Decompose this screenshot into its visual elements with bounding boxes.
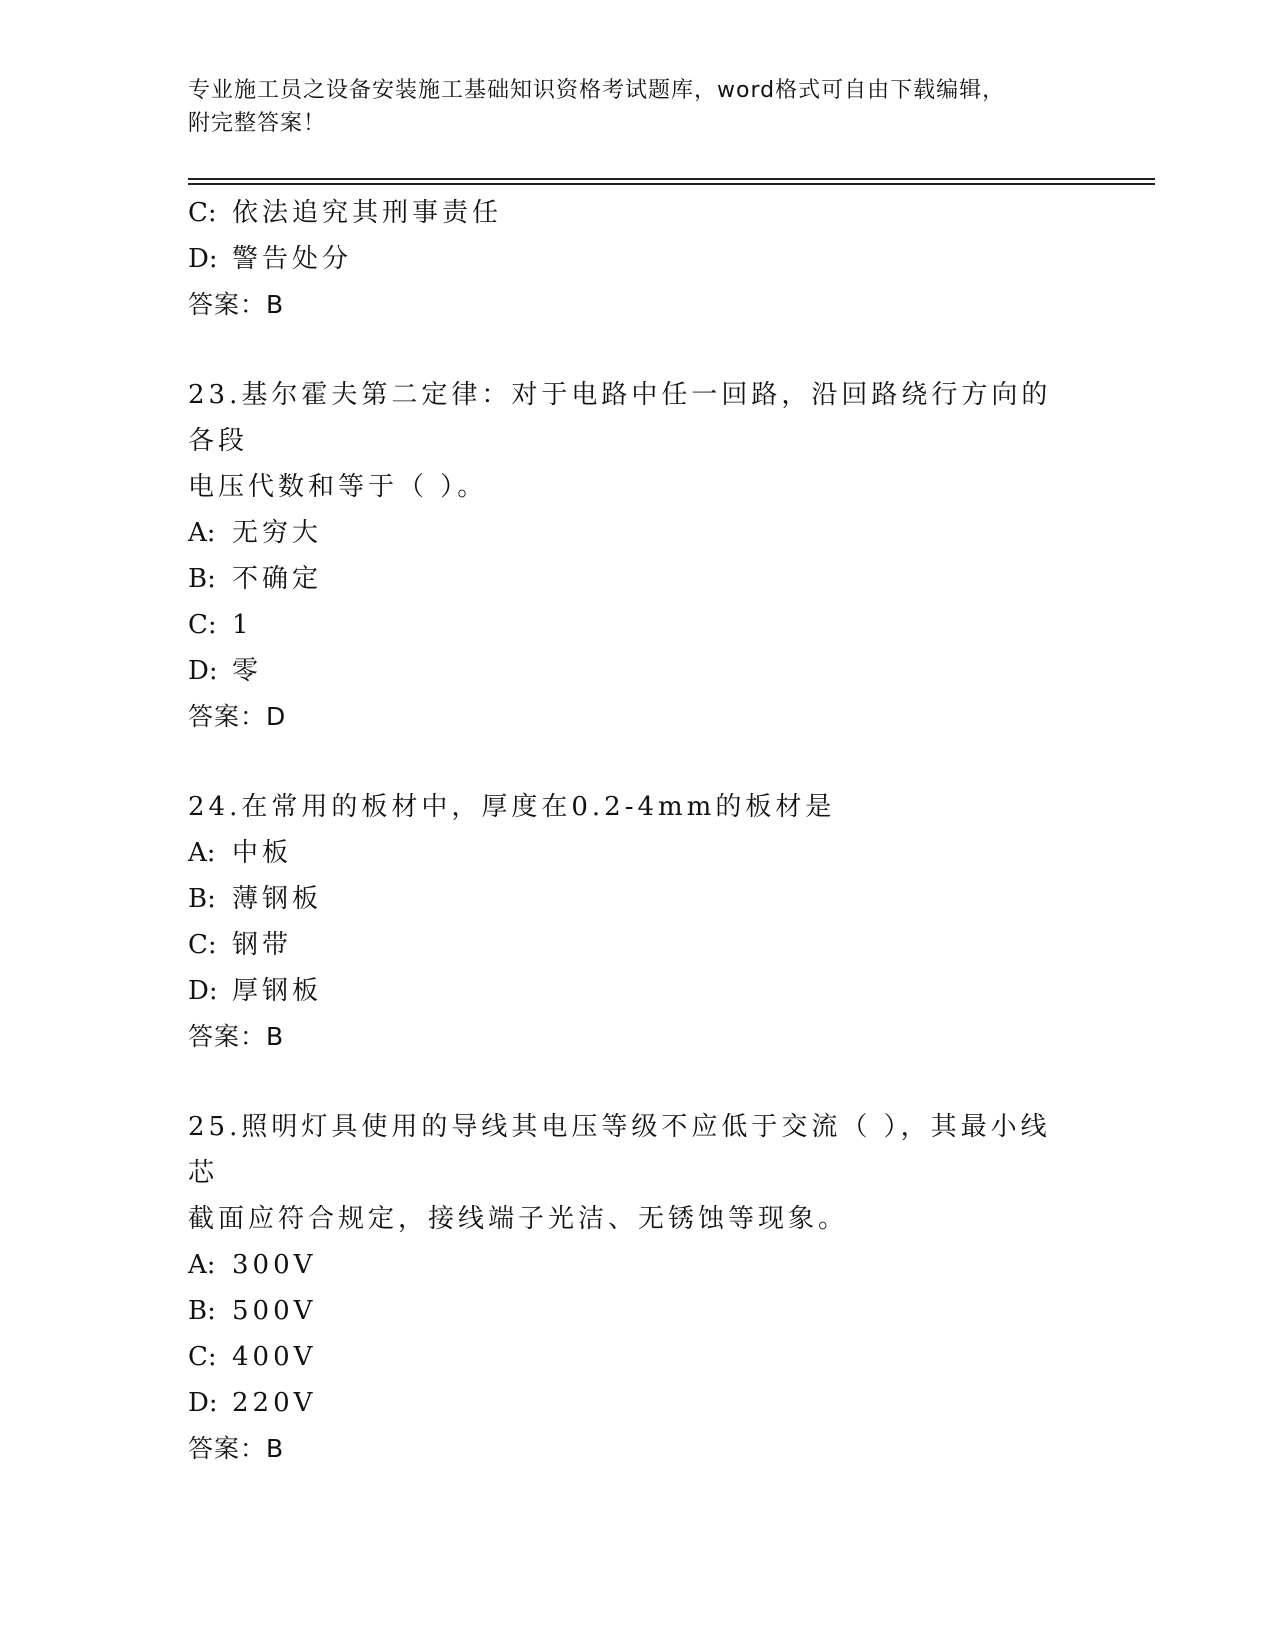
answer-value: D bbox=[266, 702, 287, 731]
option-b bbox=[188, 876, 1088, 922]
option-c bbox=[188, 1334, 1088, 1380]
option-label: B: bbox=[188, 884, 216, 914]
option-b bbox=[188, 556, 1088, 602]
option-text: 厚钢板 bbox=[232, 976, 323, 1006]
option-label: C: bbox=[188, 1342, 217, 1372]
question-stem bbox=[188, 784, 1068, 830]
option-c bbox=[188, 922, 1088, 968]
question-stem bbox=[188, 1104, 1068, 1242]
header-line-2: 附完整答案！ bbox=[188, 111, 327, 136]
option-label: C: bbox=[188, 930, 217, 960]
answer-value: B bbox=[266, 1022, 285, 1051]
option-d bbox=[188, 236, 1088, 282]
question-25 bbox=[188, 1104, 1088, 1472]
page-header bbox=[188, 74, 1068, 140]
answer-label: 答案： bbox=[188, 1022, 267, 1051]
question-24 bbox=[188, 784, 1088, 1060]
answer-value: B bbox=[266, 290, 285, 319]
option-d bbox=[188, 1380, 1088, 1426]
answer-label: 答案： bbox=[188, 290, 267, 319]
answer-line bbox=[188, 1014, 1088, 1060]
option-text: 无穷大 bbox=[232, 518, 323, 548]
option-label: B: bbox=[188, 564, 216, 594]
answer-line bbox=[188, 282, 1088, 328]
option-text: 400V bbox=[232, 1342, 317, 1372]
option-label: D: bbox=[188, 1388, 218, 1418]
answer-label: 答案： bbox=[188, 702, 267, 731]
option-a bbox=[188, 830, 1088, 876]
header-divider-top bbox=[188, 178, 1155, 180]
option-text: 警告处分 bbox=[232, 244, 353, 274]
option-text: 220V bbox=[232, 1388, 317, 1418]
option-text: 不确定 bbox=[232, 564, 323, 594]
option-text: 300V bbox=[232, 1250, 317, 1280]
answer-value: B bbox=[266, 1434, 285, 1463]
question-stem bbox=[188, 372, 1068, 510]
option-d bbox=[188, 968, 1088, 1014]
document-body bbox=[188, 190, 1088, 1472]
answer-line bbox=[188, 694, 1088, 740]
option-text: 依法追究其刑事责任 bbox=[232, 198, 503, 228]
option-c bbox=[188, 190, 1088, 236]
option-label: D: bbox=[188, 656, 218, 686]
option-text: 薄钢板 bbox=[232, 884, 323, 914]
header-divider-bottom bbox=[188, 183, 1155, 185]
question-stem-line-2: 截面应符合规定，接线端子光洁、无锈蚀等现象。 bbox=[188, 1204, 849, 1234]
option-label: C: bbox=[188, 610, 217, 640]
question-22-continued bbox=[188, 190, 1088, 328]
question-stem-line-2: 电压代数和等于（ ）。 bbox=[188, 472, 488, 502]
option-text: 500V bbox=[232, 1296, 317, 1326]
question-stem-line-1: 23.基尔霍夫第二定律：对于电路中任一回路，沿回路绕行方向的各段 bbox=[188, 380, 1052, 456]
option-label: A: bbox=[188, 1250, 216, 1280]
answer-label: 答案： bbox=[188, 1434, 267, 1463]
question-stem-line-1: 24.在常用的板材中，厚度在0.2-4mm的板材是 bbox=[188, 792, 836, 822]
option-label: B: bbox=[188, 1296, 216, 1326]
option-label: C: bbox=[188, 198, 217, 228]
option-text: 中板 bbox=[232, 838, 293, 868]
option-a bbox=[188, 510, 1088, 556]
option-d bbox=[188, 648, 1088, 694]
option-text: 1 bbox=[232, 610, 253, 640]
option-label: D: bbox=[188, 976, 218, 1006]
option-label: A: bbox=[188, 518, 216, 548]
option-c bbox=[188, 602, 1088, 648]
question-stem-line-1: 25.照明灯具使用的导线其电压等级不应低于交流（ ），其最小线芯 bbox=[188, 1112, 1051, 1188]
option-text: 钢带 bbox=[232, 930, 293, 960]
answer-line bbox=[188, 1426, 1088, 1472]
option-label: A: bbox=[188, 838, 216, 868]
option-text: 零 bbox=[232, 656, 263, 686]
option-b bbox=[188, 1288, 1088, 1334]
header-line-1: 专业施工员之设备安装施工基础知识资格考试题库，word格式可自由下载编辑， bbox=[188, 78, 1006, 103]
question-23 bbox=[188, 372, 1088, 740]
option-a bbox=[188, 1242, 1088, 1288]
option-label: D: bbox=[188, 244, 218, 274]
